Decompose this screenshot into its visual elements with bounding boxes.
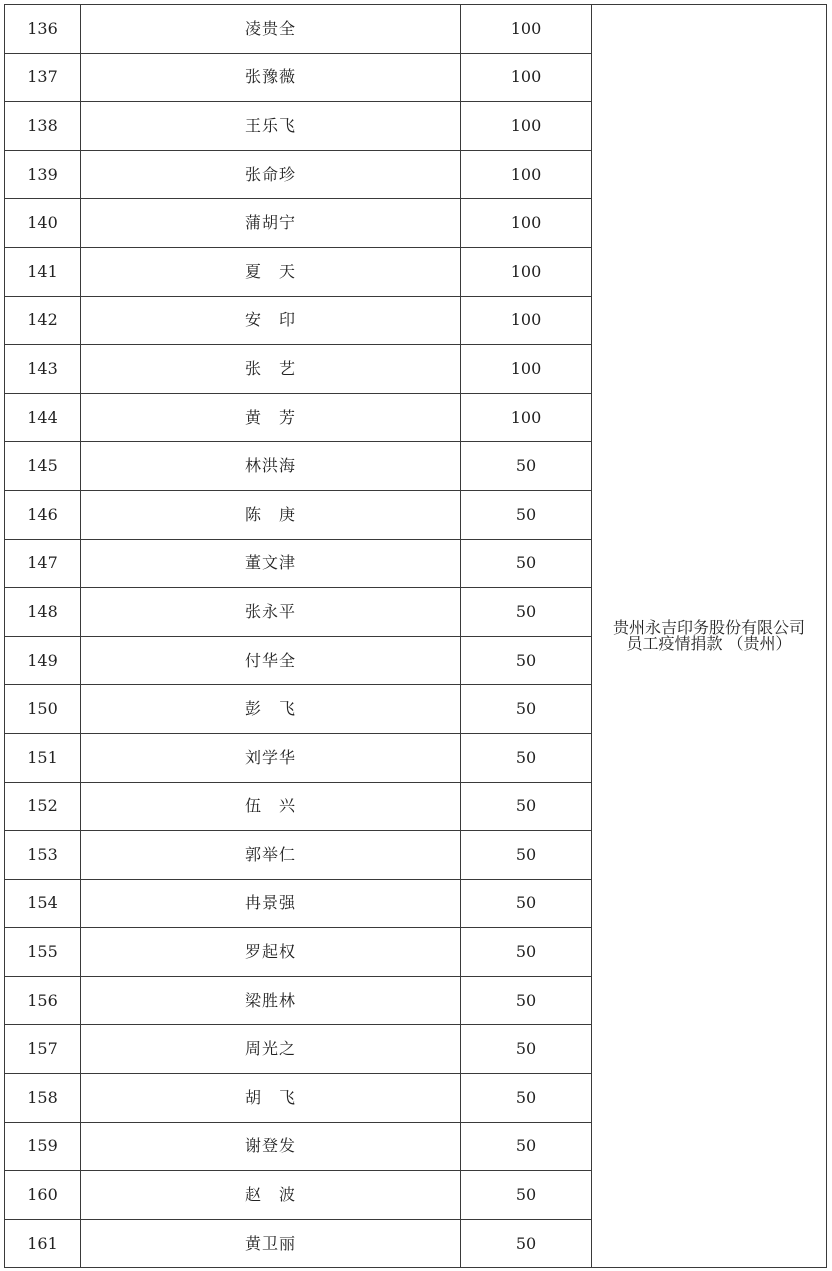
- donation-amount: 50: [461, 831, 592, 880]
- row-number: 139: [5, 150, 81, 199]
- donor-name: 赵 波: [81, 1171, 461, 1220]
- donation-amount: 50: [461, 636, 592, 685]
- donation-amount: 100: [461, 102, 592, 151]
- donor-name: 伍 兴: [81, 782, 461, 831]
- donation-amount: 50: [461, 1025, 592, 1074]
- donation-amount: 50: [461, 490, 592, 539]
- donor-name: 冉景强: [81, 879, 461, 928]
- donation-amount: 100: [461, 53, 592, 102]
- donor-name: 付华全: [81, 636, 461, 685]
- donation-amount: 50: [461, 1219, 592, 1268]
- donor-name: 陈 庚: [81, 490, 461, 539]
- donor-name: 蒲胡宁: [81, 199, 461, 248]
- note-line-company: 贵州永吉印务股份有限公司: [612, 618, 805, 638]
- donor-name: 安 印: [81, 296, 461, 345]
- row-number: 137: [5, 53, 81, 102]
- donation-amount: 50: [461, 1074, 592, 1123]
- donor-name: 黄 芳: [81, 393, 461, 442]
- donor-name: 张豫薇: [81, 53, 461, 102]
- donor-name: 彭 飞: [81, 685, 461, 734]
- donor-name: 夏 天: [81, 247, 461, 296]
- donation-amount: 50: [461, 879, 592, 928]
- row-number: 136: [5, 5, 81, 54]
- donor-name: 周光之: [81, 1025, 461, 1074]
- row-number: 147: [5, 539, 81, 588]
- donation-amount: 100: [461, 393, 592, 442]
- table-row: [5, 5, 827, 54]
- donation-amount: 50: [461, 685, 592, 734]
- row-number: 151: [5, 733, 81, 782]
- row-number: 152: [5, 782, 81, 831]
- note-line-purpose: 员工疫情捐款 （贵州）: [626, 634, 792, 654]
- donor-name: 林洪海: [81, 442, 461, 491]
- donor-name: 王乐飞: [81, 102, 461, 151]
- donation-amount: 100: [461, 150, 592, 199]
- donation-amount: 50: [461, 976, 592, 1025]
- donation-amount: 100: [461, 199, 592, 248]
- row-number: 159: [5, 1122, 81, 1171]
- row-number: 150: [5, 685, 81, 734]
- donation-amount: 50: [461, 733, 592, 782]
- donor-name: 张永平: [81, 588, 461, 637]
- donation-table-body: [5, 5, 827, 1268]
- donation-amount: 50: [461, 442, 592, 491]
- donation-amount: 50: [461, 928, 592, 977]
- row-number: 153: [5, 831, 81, 880]
- row-number: 149: [5, 636, 81, 685]
- row-number: 138: [5, 102, 81, 151]
- donation-amount: 100: [461, 247, 592, 296]
- row-number: 144: [5, 393, 81, 442]
- row-number: 141: [5, 247, 81, 296]
- donor-name: 董文津: [81, 539, 461, 588]
- donation-amount: 50: [461, 782, 592, 831]
- row-number: 145: [5, 442, 81, 491]
- row-number: 154: [5, 879, 81, 928]
- row-number: 148: [5, 588, 81, 637]
- donation-amount: 50: [461, 1171, 592, 1220]
- donation-table: [4, 4, 827, 1268]
- donation-amount: 50: [461, 588, 592, 637]
- donor-name: 罗起权: [81, 928, 461, 977]
- donor-name: 郭举仁: [81, 831, 461, 880]
- donation-amount: 50: [461, 1122, 592, 1171]
- row-number: 140: [5, 199, 81, 248]
- row-number: 156: [5, 976, 81, 1025]
- donor-name: 凌贵全: [81, 5, 461, 54]
- donation-amount: 100: [461, 5, 592, 54]
- row-number: 146: [5, 490, 81, 539]
- row-number: 143: [5, 345, 81, 394]
- row-number: 157: [5, 1025, 81, 1074]
- row-number: 158: [5, 1074, 81, 1123]
- donor-name: 梁胜林: [81, 976, 461, 1025]
- row-number: 155: [5, 928, 81, 977]
- donor-name: 张 艺: [81, 345, 461, 394]
- donation-amount: 50: [461, 539, 592, 588]
- donor-name: 张命珍: [81, 150, 461, 199]
- donation-source-note: [592, 5, 827, 1268]
- row-number: 142: [5, 296, 81, 345]
- donor-name: 谢登发: [81, 1122, 461, 1171]
- donor-name: 刘学华: [81, 733, 461, 782]
- donation-amount: 100: [461, 345, 592, 394]
- donor-name: 黄卫丽: [81, 1219, 461, 1268]
- donor-name: 胡 飞: [81, 1074, 461, 1123]
- donation-amount: 100: [461, 296, 592, 345]
- row-number: 160: [5, 1171, 81, 1220]
- row-number: 161: [5, 1219, 81, 1268]
